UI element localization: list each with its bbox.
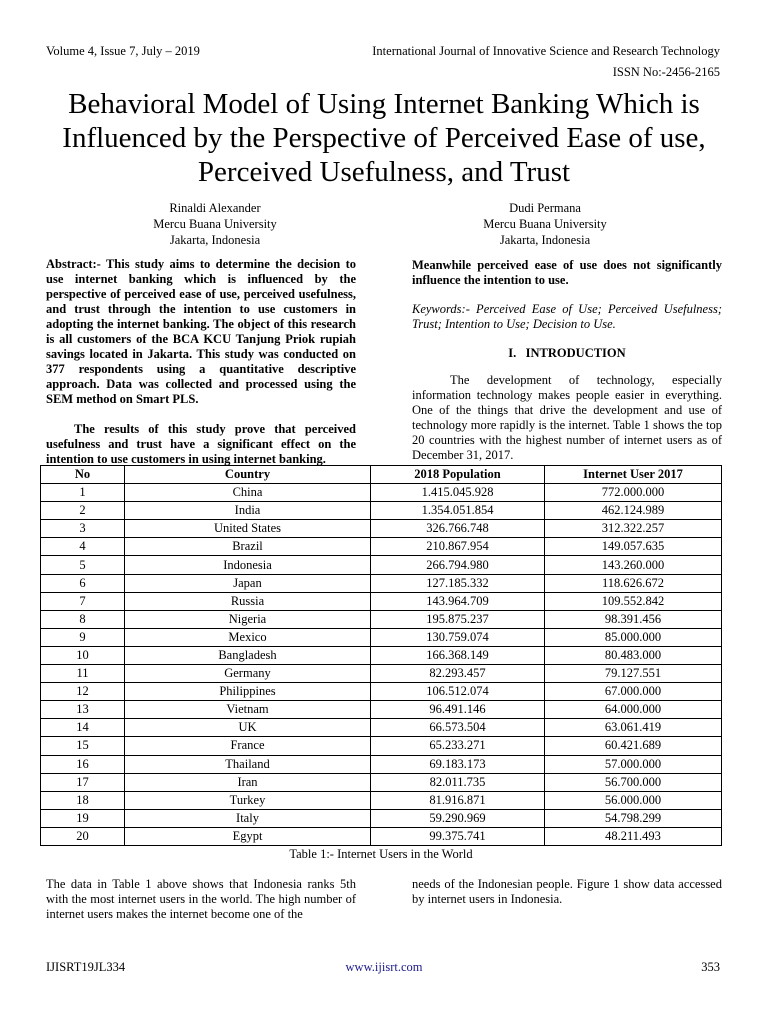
country-cell: UK — [125, 719, 371, 737]
country-cell: Bangladesh — [125, 646, 371, 664]
right-column — [412, 258, 722, 463]
author-block — [425, 200, 665, 248]
row-number: 17 — [41, 773, 125, 791]
internet-users-cell: 60.421.689 — [545, 737, 722, 755]
table-row — [41, 646, 722, 664]
population-cell: 82.293.457 — [371, 665, 545, 683]
row-number: 8 — [41, 610, 125, 628]
population-cell: 326.766.748 — [371, 520, 545, 538]
country-cell: Brazil — [125, 538, 371, 556]
country-cell: Vietnam — [125, 701, 371, 719]
page-number: 353 — [701, 960, 720, 974]
author-location: Jakarta, Indonesia — [169, 233, 261, 247]
population-cell: 66.573.504 — [371, 719, 545, 737]
country-cell: Turkey — [125, 791, 371, 809]
internet-users-cell: 109.552.842 — [545, 592, 722, 610]
row-number: 14 — [41, 719, 125, 737]
abstract-column — [46, 257, 356, 482]
internet-users-cell: 57.000.000 — [545, 755, 722, 773]
country-cell: United States — [125, 520, 371, 538]
table-row — [41, 791, 722, 809]
population-cell: 96.491.146 — [371, 701, 545, 719]
country-cell: Thailand — [125, 755, 371, 773]
row-number: 20 — [41, 827, 125, 845]
country-cell: Iran — [125, 773, 371, 791]
body-paragraph-left — [46, 877, 356, 922]
row-number: 19 — [41, 809, 125, 827]
country-cell: Russia — [125, 592, 371, 610]
row-number: 1 — [41, 484, 125, 502]
abstract-paragraph: Meanwhile perceived ease of use does not significantly influence the intention to use. — [412, 258, 722, 287]
author-affiliation: Mercu Buana University — [483, 217, 607, 231]
population-cell: 1.415.045.928 — [371, 484, 545, 502]
row-number: 13 — [41, 701, 125, 719]
table-row — [41, 737, 722, 755]
country-cell: China — [125, 484, 371, 502]
internet-users-cell: 98.391.456 — [545, 610, 722, 628]
body-text: The data in Table 1 above shows that Indonesia ranks 5th with the most internet users in the world. The high number of internet users makes the internet become one of the — [46, 877, 356, 921]
table-row — [41, 538, 722, 556]
table-row — [41, 520, 722, 538]
header-issn: ISSN No:-2456-2165 — [612, 65, 720, 79]
column-header: Country — [125, 466, 371, 484]
body-paragraph-right — [412, 877, 722, 907]
country-cell: Germany — [125, 665, 371, 683]
column-header: No — [41, 466, 125, 484]
population-cell: 210.867.954 — [371, 538, 545, 556]
table-row — [41, 592, 722, 610]
table-row — [41, 809, 722, 827]
internet-users-cell: 149.057.635 — [545, 538, 722, 556]
row-number: 18 — [41, 791, 125, 809]
footer-url-link[interactable]: www.ijisrt.com — [345, 960, 423, 974]
internet-users-cell: 118.626.672 — [545, 574, 722, 592]
table-row — [41, 683, 722, 701]
country-cell: Mexico — [125, 628, 371, 646]
country-cell: Indonesia — [125, 556, 371, 574]
table-row — [41, 719, 722, 737]
population-cell: 99.375.741 — [371, 827, 545, 845]
internet-users-cell: 54.798.299 — [545, 809, 722, 827]
table-row — [41, 827, 722, 845]
intro-paragraph: The development of technology, especially information technology makes people easier in everything. One of the things that drive the development and use of technology more rapidly is the internet. Table 1 shows the top 20 countries with the highest number of internet users as of December 31, 2017. — [412, 373, 722, 462]
row-number: 3 — [41, 520, 125, 538]
row-number: 10 — [41, 646, 125, 664]
table-row — [41, 574, 722, 592]
row-number: 16 — [41, 755, 125, 773]
row-number: 11 — [41, 665, 125, 683]
column-header: Internet User 2017 — [545, 466, 722, 484]
table-row — [41, 610, 722, 628]
author-name: Rinaldi Alexander — [169, 201, 261, 215]
table-row — [41, 502, 722, 520]
population-cell: 1.354.051.854 — [371, 502, 545, 520]
internet-users-cell: 56.000.000 — [545, 791, 722, 809]
population-cell: 106.512.074 — [371, 683, 545, 701]
table-row — [41, 484, 722, 502]
internet-users-cell: 462.124.989 — [545, 502, 722, 520]
population-cell: 69.183.173 — [371, 755, 545, 773]
author-name: Dudi Permana — [509, 201, 581, 215]
country-cell: Japan — [125, 574, 371, 592]
population-cell: 195.875.237 — [371, 610, 545, 628]
row-number: 6 — [41, 574, 125, 592]
internet-users-table — [40, 465, 722, 846]
abstract-paragraph: The results of this study prove that perceived usefulness and trust have a significant effect on the intention to use customers in using internet banking. — [46, 422, 356, 466]
internet-users-cell: 312.322.257 — [545, 520, 722, 538]
author-location: Jakarta, Indonesia — [499, 233, 591, 247]
internet-users-cell: 67.000.000 — [545, 683, 722, 701]
row-number: 15 — [41, 737, 125, 755]
country-cell: Nigeria — [125, 610, 371, 628]
row-number: 9 — [41, 628, 125, 646]
internet-users-cell: 56.700.000 — [545, 773, 722, 791]
internet-users-cell: 80.483.000 — [545, 646, 722, 664]
internet-users-cell: 772.000.000 — [545, 484, 722, 502]
row-number: 12 — [41, 683, 125, 701]
row-number: 7 — [41, 592, 125, 610]
section-heading: I. INTRODUCTION — [508, 346, 626, 360]
abstract-paragraph: Abstract:- This study aims to determine the decision to use internet banking which is influenced by the perspective of perceived ease of use, perceived usefulness, and trust through the intention to use customers in adopting the internet banking. The object of this research is all customers of the BCA KCU Tanjung Priok rupiah savings located in Jakarta. This study was conducted on 377 respondents using a quantitative descriptive approach. Data was collected and processed using the SEM method on Smart PLS. — [46, 257, 356, 406]
table-row — [41, 773, 722, 791]
body-text: needs of the Indonesian people. Figure 1 show data accessed by internet users in Indonesia. — [412, 877, 722, 906]
internet-users-cell: 63.061.419 — [545, 719, 722, 737]
table-row — [41, 665, 722, 683]
paper-title: Behavioral Model of Using Internet Banking Which is Influenced by the Perspective of Perceived Ease of use, Perceived Usefulness, and Trust — [62, 88, 706, 188]
population-cell: 130.759.074 — [371, 628, 545, 646]
row-number: 5 — [41, 556, 125, 574]
population-cell: 266.794.980 — [371, 556, 545, 574]
internet-users-cell: 64.000.000 — [545, 701, 722, 719]
population-cell: 82.011.735 — [371, 773, 545, 791]
population-cell: 127.185.332 — [371, 574, 545, 592]
footer-url-wrap — [0, 960, 768, 975]
keywords: Keywords:- Perceived Ease of Use; Perceived Usefulness; Trust; Intention to Use; Decision to Use. — [412, 302, 722, 331]
footer-code: IJISRT19JL334 — [46, 960, 126, 974]
country-cell: India — [125, 502, 371, 520]
row-number: 2 — [41, 502, 125, 520]
country-cell: France — [125, 737, 371, 755]
population-cell: 166.368.149 — [371, 646, 545, 664]
internet-users-cell: 48.211.493 — [545, 827, 722, 845]
table-row — [41, 628, 722, 646]
table-caption: Table 1:- Internet Users in the World — [289, 847, 473, 861]
population-cell: 59.290.969 — [371, 809, 545, 827]
header-journal: International Journal of Innovative Science and Research Technology — [372, 44, 720, 58]
header-volume: Volume 4, Issue 7, July – 2019 — [46, 44, 200, 58]
author-block — [95, 200, 335, 248]
internet-users-cell: 143.260.000 — [545, 556, 722, 574]
population-cell: 81.916.871 — [371, 791, 545, 809]
column-header: 2018 Population — [371, 466, 545, 484]
internet-users-cell: 85.000.000 — [545, 628, 722, 646]
country-cell: Italy — [125, 809, 371, 827]
table-row — [41, 556, 722, 574]
population-cell: 65.233.271 — [371, 737, 545, 755]
table-row — [41, 755, 722, 773]
country-cell: Philippines — [125, 683, 371, 701]
population-cell: 143.964.709 — [371, 592, 545, 610]
author-affiliation: Mercu Buana University — [153, 217, 277, 231]
row-number: 4 — [41, 538, 125, 556]
table-row — [41, 701, 722, 719]
internet-users-cell: 79.127.551 — [545, 665, 722, 683]
table-header-row — [41, 466, 722, 484]
country-cell: Egypt — [125, 827, 371, 845]
